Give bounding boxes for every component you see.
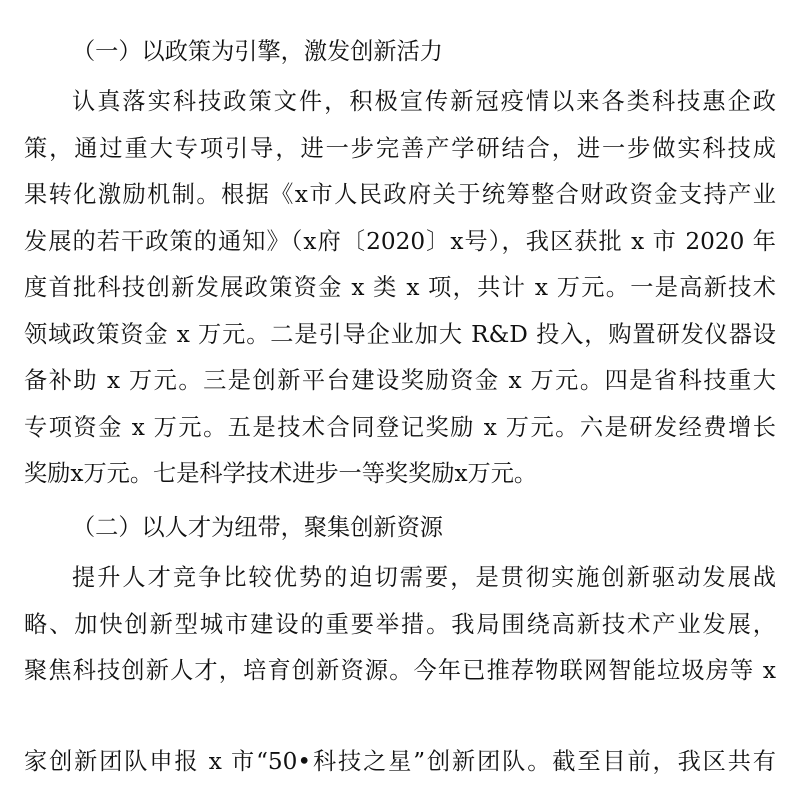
section-2-line-2: 略、加快创新型城市建设的重要举措。我局围绕高新技术产业发展， (24, 611, 776, 638)
section-1-heading: （一）以政策为引擎，激发创新活力 (72, 38, 443, 65)
section-2-heading: （二）以人才为纽带，聚集创新资源 (72, 514, 443, 541)
section-1-line-3: 果转化激励机制。根据《x市人民政府关于统筹整合财政资金支持产业 (24, 181, 776, 208)
section-2-line-4: 家创新团队申报 x 市“50•科技之星”创新团队。截至目前，我区共有 (24, 748, 776, 775)
section-1-line-4: 发展的若干政策的通知》（x府〔2020〕x号），我区获批 x 市 2020 年 (24, 228, 776, 255)
section-1-line-1: 认真落实科技政策文件，积极宣传新冠疫情以来各类科技惠企政 (72, 88, 776, 115)
section-1-line-2: 策，通过重大专项引导，进一步完善产学研结合，进一步做实科技成 (24, 135, 776, 162)
section-1-line-7: 备补助 x 万元。三是创新平台建设奖励资金 x 万元。四是省科技重大 (24, 367, 776, 394)
section-1-line-8: 专项资金 x 万元。五是技术合同登记奖励 x 万元。六是研发经费增长 (24, 414, 776, 441)
section-2-line-3: 聚焦科技创新人才，培育创新资源。今年已推荐物联网智能垃圾房等 x (24, 657, 776, 684)
section-1-line-6: 领域政策资金 x 万元。二是引导企业加大 R&D 投入，购置研发仪器设 (24, 321, 776, 348)
section-2-line-1: 提升人才竞争比较优势的迫切需要，是贯彻实施创新驱动发展战 (72, 564, 776, 591)
section-1-line-5: 度首批科技创新发展政策资金 x 类 x 项，共计 x 万元。一是高新技术 (24, 274, 776, 301)
section-1-line-9: 奖励x万元。七是科学技术进步一等奖奖励x万元。 (24, 460, 538, 487)
